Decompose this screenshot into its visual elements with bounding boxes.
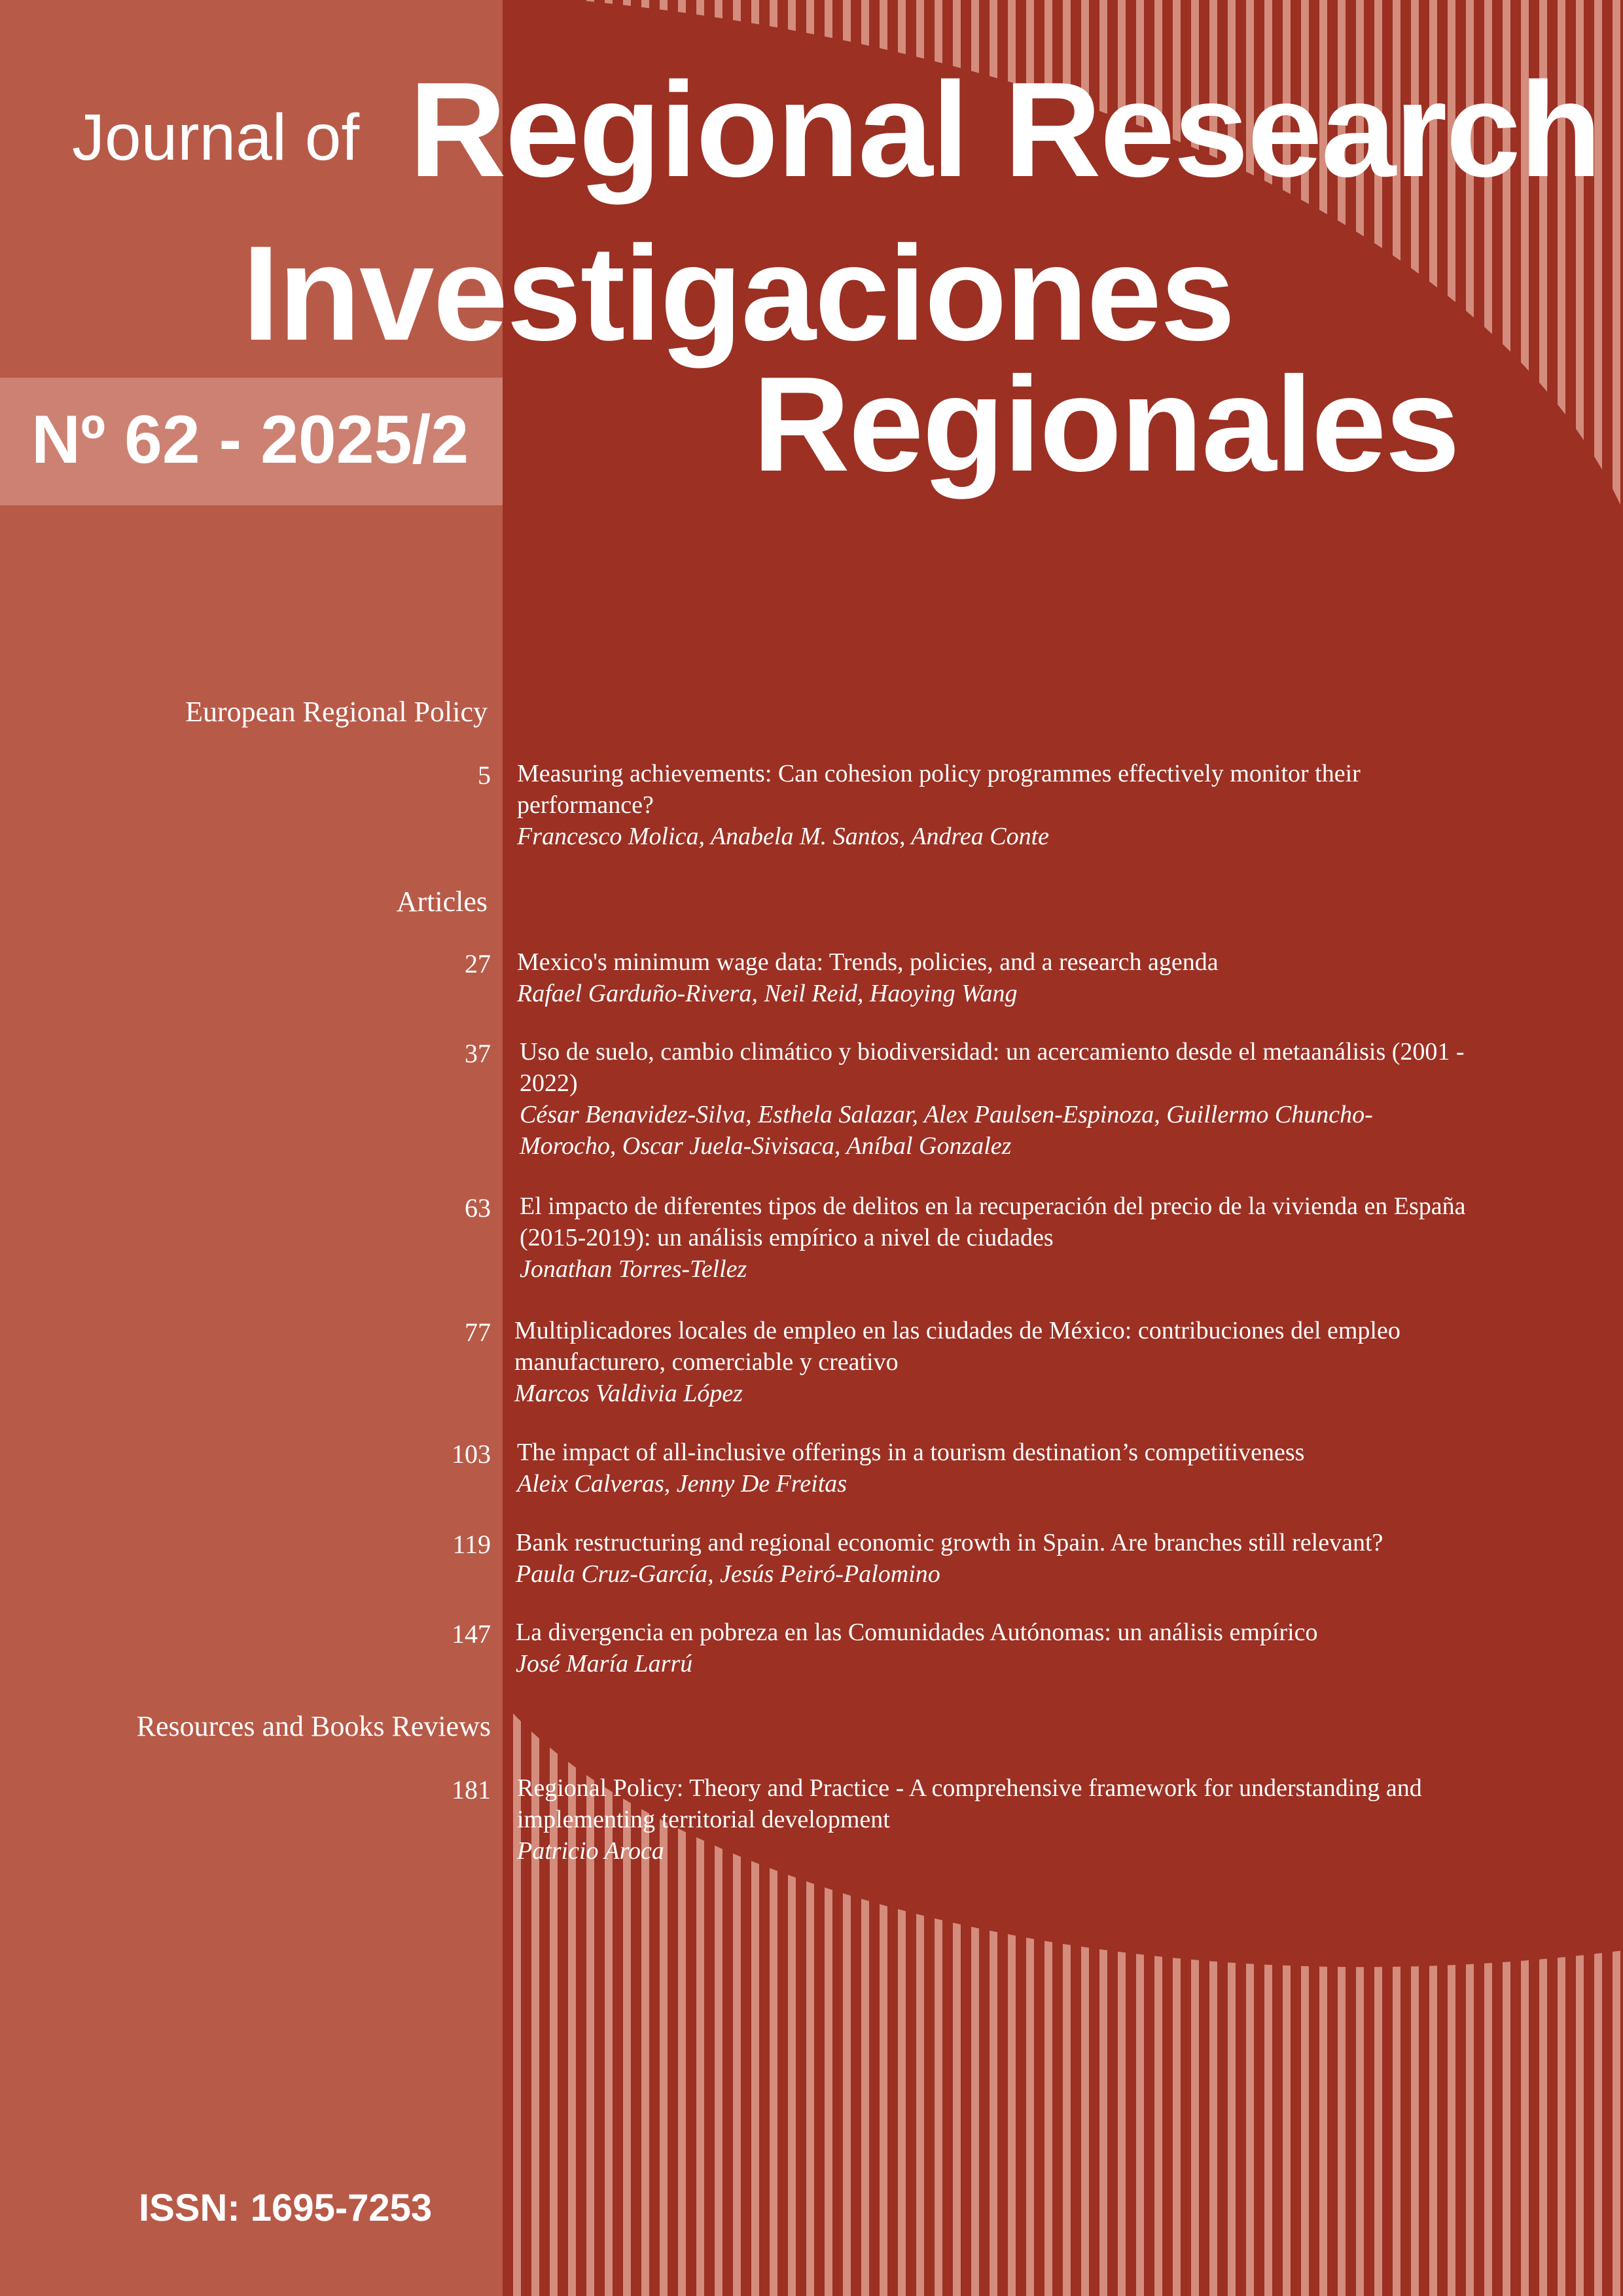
toc-entry <box>517 1437 1466 1499</box>
toc-entry-title: La divergencia en pobreza en las Comunidades Autónomas: un análisis empírico <box>516 1619 1318 1646</box>
toc-entry <box>514 1315 1463 1409</box>
masthead-regional-research: Regional Research <box>409 54 1601 205</box>
toc-page-number: 37 <box>465 1039 491 1068</box>
toc-entry-authors: Aleix Calveras, Jenny De Freitas <box>517 1470 847 1498</box>
toc-entry <box>517 758 1466 852</box>
toc-page-number: 147 <box>452 1619 491 1649</box>
section-european-regional-policy: European Regional Policy <box>185 696 488 728</box>
section-resources-reviews: Resources and Books Reviews <box>136 1710 491 1742</box>
toc-entry-authors: Patricio Aroca <box>517 1837 664 1865</box>
issue-number: Nº 62 - 2025/2 <box>31 402 469 478</box>
toc-entry-title: Bank restructuring and regional economic growth in Spain. Are branches still relevant? <box>516 1529 1383 1556</box>
toc-entry-authors: Paula Cruz-García, Jesús Peiró-Palomino <box>516 1560 940 1588</box>
toc-entry <box>520 1036 1469 1162</box>
toc-entry-title: El impacto de diferentes tipos de delitos en la recuperación del precio de la vivienda en España (2015-2019): un análisis empírico a nivel de ciudades <box>520 1193 1466 1251</box>
toc-entry <box>517 946 1466 1009</box>
toc-entry-title: The impact of all-inclusive offerings in a tourism destination’s competitiveness <box>517 1439 1305 1466</box>
toc-page-number: 63 <box>465 1193 491 1223</box>
toc-entry-authors: Rafael Garduño-Rivera, Neil Reid, Haoying Wang <box>517 980 1018 1007</box>
toc-entry-title: Regional Policy: Theory and Practice - A comprehensive framework for understanding and implementing territorial development <box>517 1774 1422 1833</box>
section-articles: Articles <box>396 886 488 918</box>
toc-entry <box>516 1617 1465 1679</box>
toc-entry <box>517 1772 1466 1867</box>
toc-page-number: 27 <box>465 949 491 978</box>
toc-entry <box>520 1191 1469 1285</box>
toc-entry-authors: José María Larrú <box>516 1650 693 1677</box>
masthead-regionales: Regionales <box>753 349 1459 499</box>
toc-entry-authors: César Benavidez-Silva, Esthela Salazar, Alex Paulsen-Espinoza, Guillermo Chuncho-Morocho, Oscar Juela-Sivisaca, Aníbal Gonzalez <box>520 1101 1373 1160</box>
toc-entry <box>516 1527 1465 1590</box>
toc-page-number: 103 <box>452 1439 491 1469</box>
toc-page-number: 5 <box>478 761 491 790</box>
issn-label: ISSN: 1695-7253 <box>139 2187 433 2229</box>
toc-page-number: 181 <box>452 1775 491 1804</box>
toc-page-number: 119 <box>452 1530 491 1559</box>
masthead-journal-of: Journal of <box>72 101 360 174</box>
toc-entry-title: Uso de suelo, cambio climático y biodiversidad: un acercamiento desde el metaanálisis (2001 - 2022) <box>520 1038 1465 1097</box>
toc-entry-title: Measuring achievements: Can cohesion policy programmes effectively monitor their performance? <box>517 760 1361 819</box>
toc-page-number: 77 <box>465 1318 491 1347</box>
toc-entry-title: Mexico's minimum wage data: Trends, policies, and a research agenda <box>517 948 1219 976</box>
toc-entry-authors: Francesco Molica, Anabela M. Santos, Andrea Conte <box>517 823 1050 850</box>
toc-entry-authors: Jonathan Torres-Tellez <box>520 1255 747 1283</box>
toc-entry-title: Multiplicadores locales de empleo en las ciudades de México: contribuciones del empleo manufacturero, comerciable y creativo <box>514 1317 1400 1376</box>
masthead-investigaciones: Investigaciones <box>242 218 1234 368</box>
toc-entry-authors: Marcos Valdivia López <box>514 1380 743 1407</box>
